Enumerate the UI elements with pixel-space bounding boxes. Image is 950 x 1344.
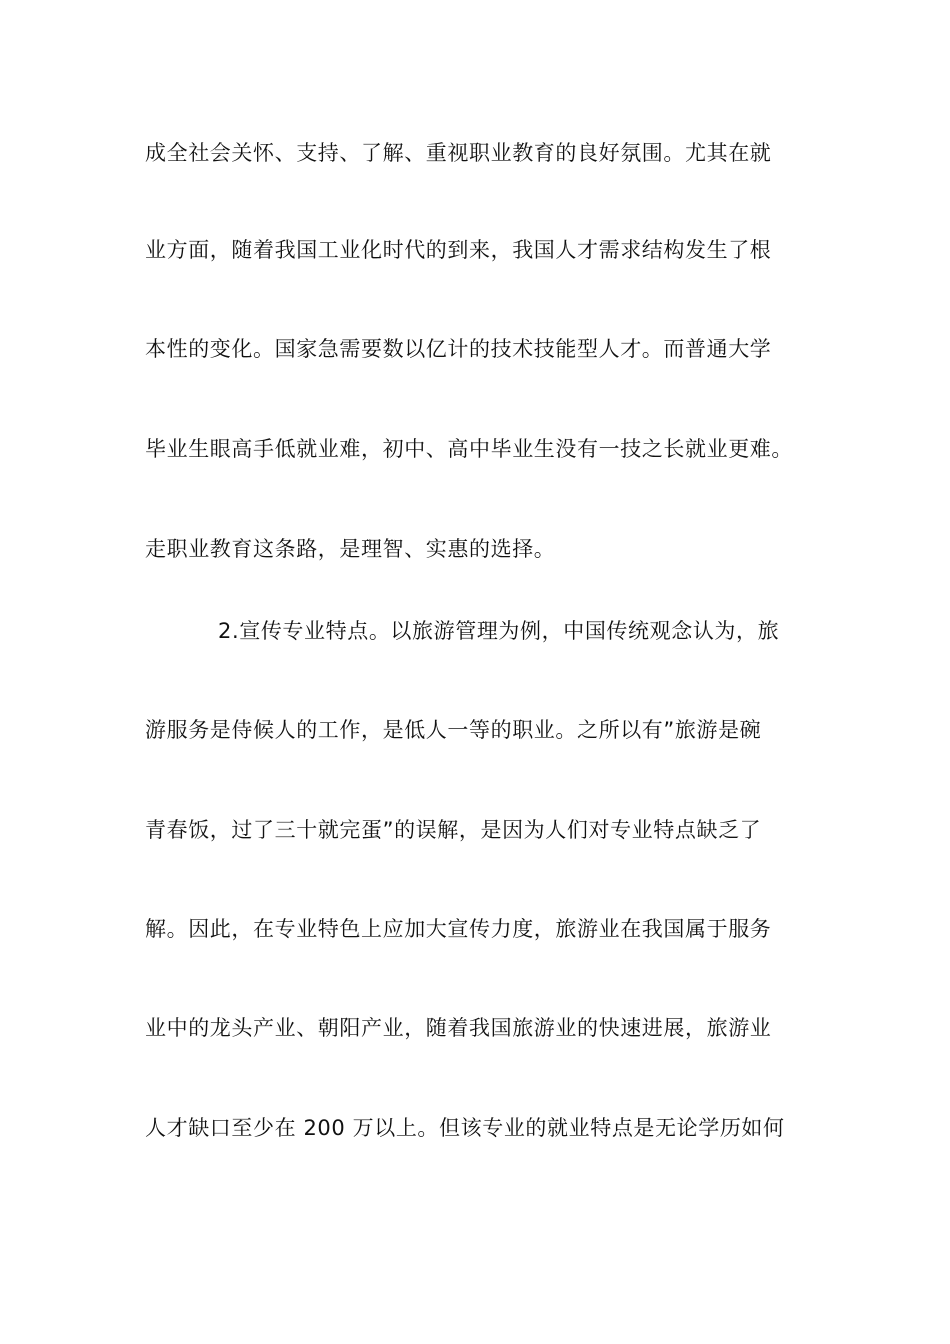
text-line-1: 成全社会关怀、支持、了解、重视职业教育的良好氛围。尤其在就 [145,141,772,165]
text-line-11: 人才缺口至少在 200 万以上。但该专业的就业特点是无论学历如何 [145,1116,785,1140]
text-line-8: 青春饭，过了三十就完蛋”的误解，是因为人们对专业特点缺乏了 [145,818,762,842]
text-line-5: 走职业教育这条路，是理智、实惠的选择。 [145,537,556,561]
text-line-2: 业方面，随着我国工业化时代的到来，我国人才需求结构发生了根 [145,238,772,262]
text-line-9: 解。因此，在专业特色上应加大宣传力度，旅游业在我国属于服务 [145,917,772,941]
paragraph-2-first-line: 2.宣传专业特点。以旅游管理为例，中国传统观念认为，旅 [218,619,780,643]
text-line-4: 毕业生眼高手低就业难，初中、高中毕业生没有一技之长就业更难。 [145,437,793,461]
text-line-7: 游服务是侍候人的工作，是低人一等的职业。之所以有”旅游是碗 [145,718,762,742]
text-line-10: 业中的龙头产业、朝阳产业，随着我国旅游业的快速进展，旅游业 [145,1016,772,1040]
text-line-3: 本性的变化。国家急需要数以亿计的技术技能型人才。而普通大学 [145,337,772,361]
